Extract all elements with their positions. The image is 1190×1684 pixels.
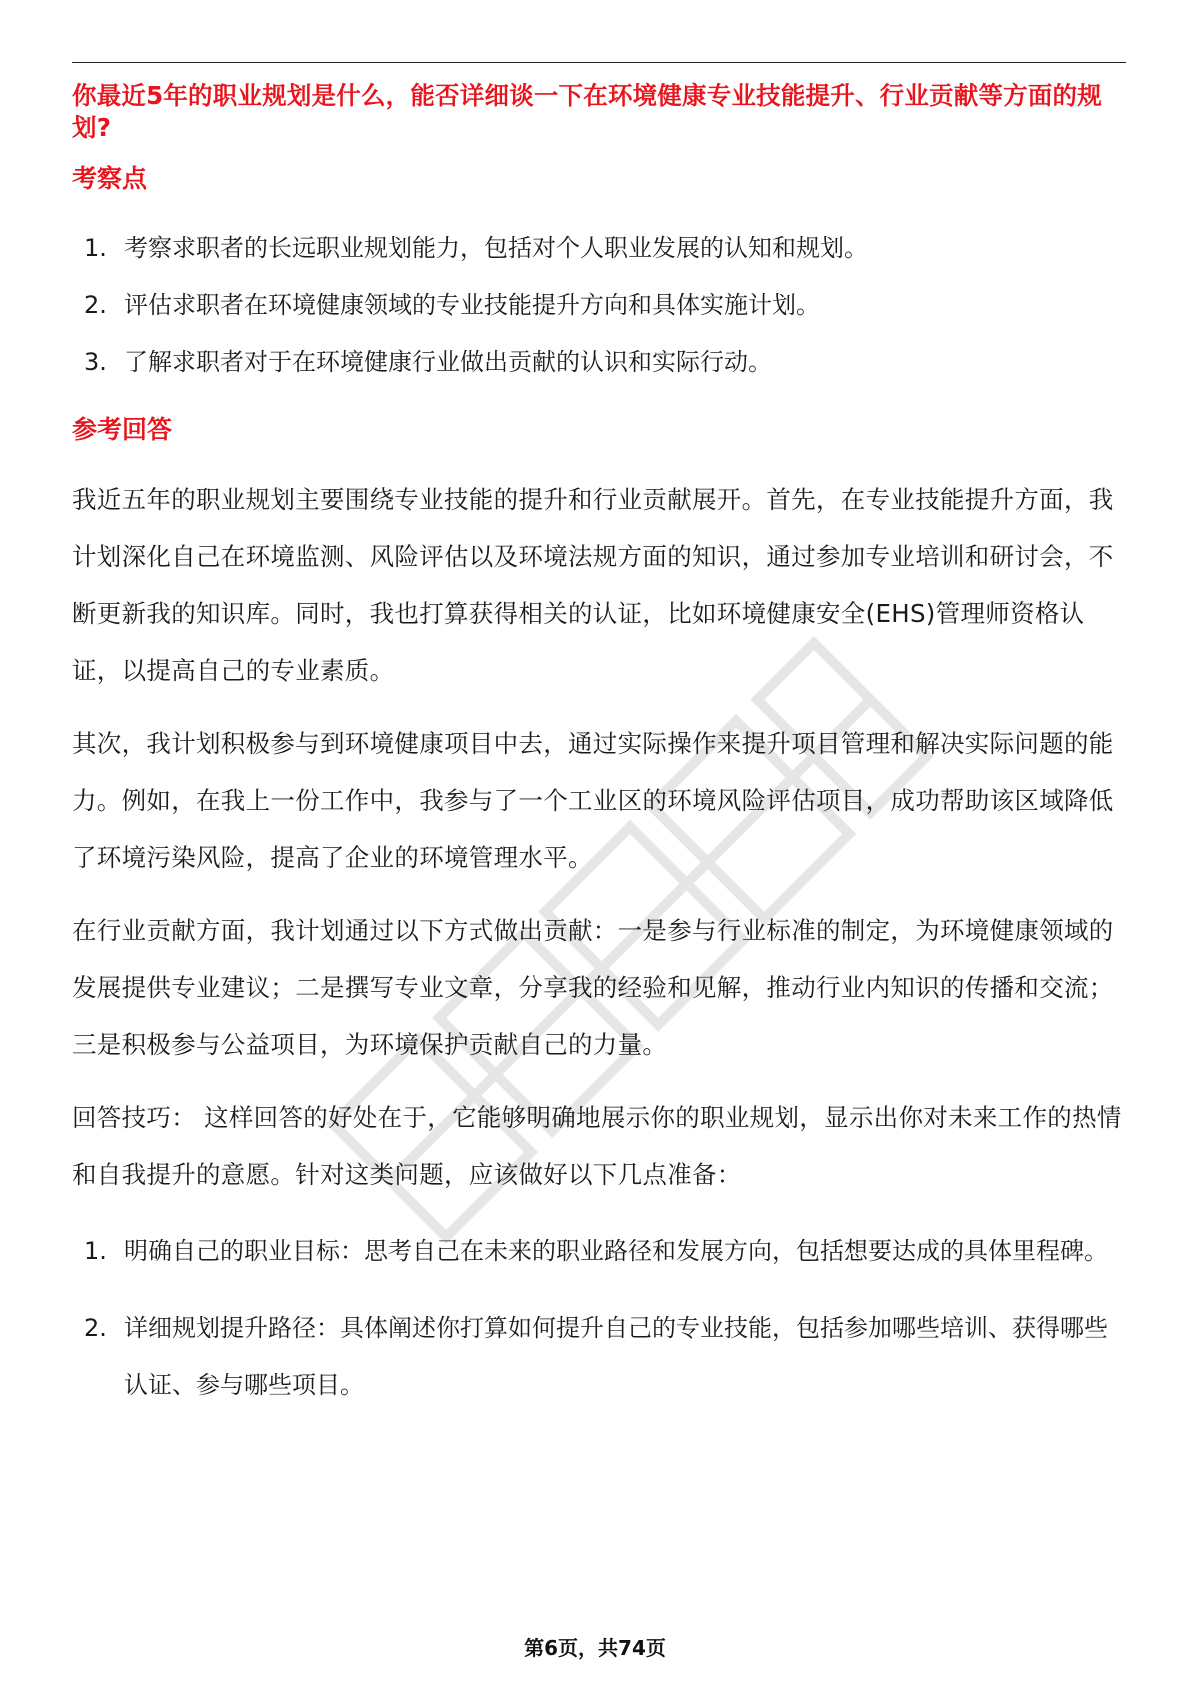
answer-paragraph-3: 在行业贡献方面，我计划通过以下方式做出贡献：一是参与行业标准的制定，为环境健康领域的发展提供专业建议；二是撰写专业文章，分享我的经验和见解，推动行业内知识的传播和交流；三是积极参与公益项目，为环境保护贡献自己的力量。 — [72, 916, 1114, 1059]
points-title: 考察点 — [72, 164, 148, 193]
list-item: 2. 评估求职者在环境健康领域的专业技能提升方向和具体实施计划。 — [84, 291, 820, 319]
points-list — [72, 220, 1124, 391]
list-item: 2. 详细规划提升路径：具体阐述你打算如何提升自己的专业技能，包括参加哪些培训、获得哪些认证、参与哪些项目。 — [84, 1314, 1108, 1399]
answer-title: 参考回答 — [72, 415, 173, 444]
answer-paragraph-1: 我近五年的职业规划主要围绕专业技能的提升和行业贡献展开。首先，在专业技能提升方面，我计划深化自己在环境监测、风险评估以及环境法规方面的知识，通过参加专业培训和研讨会，不断更新我的知识库。同时，我也打算获得相关的认证，比如环境健康安全(EHS)管理师资格认证，以提高自己的专业素质。 — [72, 485, 1114, 685]
list-item: 1. 考察求职者的长远职业规划能力，包括对个人职业发展的认知和规划。 — [84, 234, 868, 262]
answer-paragraph-2: 其次，我计划积极参与到环境健康项目中去，通过实际操作来提升项目管理和解决实际问题的能力。例如，在我上一份工作中，我参与了一个工业区的环境风险评估项目，成功帮助该区域降低了环境污染风险，提高了企业的环境管理水平。 — [72, 729, 1114, 872]
page-content — [72, 80, 1124, 1414]
top-rule — [72, 62, 1126, 63]
tips-list — [72, 1223, 1124, 1414]
page-footer: 第6页，共74页 — [524, 1636, 666, 1660]
question-heading: 你最近5年的职业规划是什么，能否详细谈一下在环境健康专业技能提升、行业贡献等方面的规划? — [72, 81, 1102, 142]
list-item: 3. 了解求职者对于在环境健康行业做出贡献的认识和实际行动。 — [84, 348, 772, 376]
answer-tips-intro: 回答技巧： 这样回答的好处在于，它能够明确地展示你的职业规划，显示出你对未来工作的热情和自我提升的意愿。针对这类问题，应该做好以下几点准备： — [72, 1103, 1122, 1189]
list-item: 1. 明确自己的职业目标：思考自己在未来的职业路径和发展方向，包括想要达成的具体里程碑。 — [84, 1237, 1108, 1265]
